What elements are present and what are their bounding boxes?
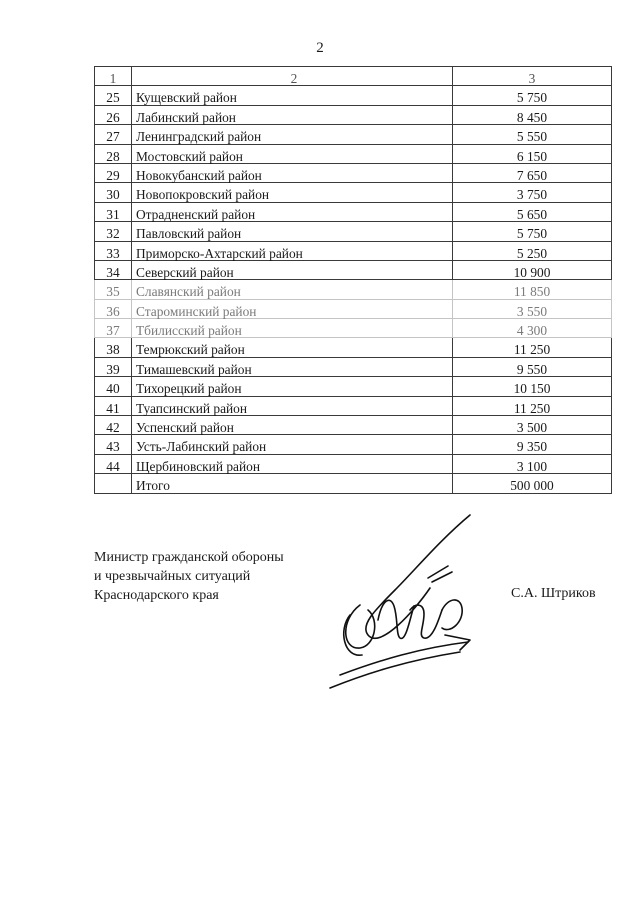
amount-value: 9 550 xyxy=(453,357,612,376)
row-number: 29 xyxy=(95,163,132,182)
district-name: Новопокровский район xyxy=(132,183,453,202)
district-name: Успенский район xyxy=(132,416,453,435)
row-number: 38 xyxy=(95,338,132,357)
amount-value: 11 250 xyxy=(453,396,612,415)
amount-value: 5 550 xyxy=(453,125,612,144)
amount-value: 11 850 xyxy=(453,280,612,299)
total-amount: 500 000 xyxy=(453,474,612,493)
row-number: 34 xyxy=(95,260,132,279)
district-name: Тимашевский район xyxy=(132,357,453,376)
district-name: Лабинский район xyxy=(132,105,453,124)
handwritten-signature xyxy=(320,510,480,690)
table-row xyxy=(95,202,612,221)
table-row xyxy=(95,299,612,318)
total-row xyxy=(95,474,612,493)
amount-value: 5 650 xyxy=(453,202,612,221)
position-line: Краснодарского края xyxy=(94,588,219,603)
district-name: Отрадненский район xyxy=(132,202,453,221)
amount-value: 3 750 xyxy=(453,183,612,202)
district-name: Тихорецкий район xyxy=(132,377,453,396)
district-name: Славянский район xyxy=(132,280,453,299)
row-number: 36 xyxy=(95,299,132,318)
district-name: Усть-Лабинский район xyxy=(132,435,453,454)
row-number: 31 xyxy=(95,202,132,221)
district-name: Северский район xyxy=(132,260,453,279)
signer-name: С.А. Штриков xyxy=(511,586,596,601)
amount-value: 7 650 xyxy=(453,163,612,182)
table-row xyxy=(95,280,612,299)
table-header-row xyxy=(95,67,612,86)
district-name: Темрюкский район xyxy=(132,338,453,357)
table-row xyxy=(95,260,612,279)
column-header: 3 xyxy=(453,67,612,86)
table-row xyxy=(95,377,612,396)
amount-value: 3 550 xyxy=(453,299,612,318)
table-row xyxy=(95,435,612,454)
table-row xyxy=(95,416,612,435)
row-number: 41 xyxy=(95,396,132,415)
table-row xyxy=(95,222,612,241)
row-number: 26 xyxy=(95,105,132,124)
table-row xyxy=(95,241,612,260)
district-name: Приморско-Ахтарский район xyxy=(132,241,453,260)
amount-value: 11 250 xyxy=(453,338,612,357)
amount-value: 10 150 xyxy=(453,377,612,396)
amount-value: 6 150 xyxy=(453,144,612,163)
amount-value: 8 450 xyxy=(453,105,612,124)
table-row xyxy=(95,144,612,163)
row-number: 25 xyxy=(95,86,132,105)
page-number: 2 xyxy=(316,40,324,56)
signatory-position xyxy=(94,548,284,605)
amount-value: 10 900 xyxy=(453,260,612,279)
table-row xyxy=(95,163,612,182)
position-line: Министр гражданской обороны xyxy=(94,550,284,565)
table-row xyxy=(95,105,612,124)
district-name: Мостовский район xyxy=(132,144,453,163)
column-header: 1 xyxy=(95,67,132,86)
row-number xyxy=(95,474,132,493)
table-row xyxy=(95,319,612,338)
row-number: 42 xyxy=(95,416,132,435)
amount-value: 5 250 xyxy=(453,241,612,260)
district-name: Тбилисский район xyxy=(132,319,453,338)
table-row xyxy=(95,338,612,357)
column-header: 2 xyxy=(132,67,453,86)
amount-value: 3 100 xyxy=(453,454,612,473)
amount-value: 3 500 xyxy=(453,416,612,435)
amount-value: 4 300 xyxy=(453,319,612,338)
table-row xyxy=(95,396,612,415)
table-row xyxy=(95,86,612,105)
amount-value: 5 750 xyxy=(453,86,612,105)
table-row xyxy=(95,454,612,473)
amount-value: 9 350 xyxy=(453,435,612,454)
row-number: 28 xyxy=(95,144,132,163)
row-number: 32 xyxy=(95,222,132,241)
table-row xyxy=(95,357,612,376)
district-name: Ленинградский район xyxy=(132,125,453,144)
table-row xyxy=(95,125,612,144)
row-number: 35 xyxy=(95,280,132,299)
district-name: Туапсинский район xyxy=(132,396,453,415)
amount-value: 5 750 xyxy=(453,222,612,241)
district-name: Щербиновский район xyxy=(132,454,453,473)
row-number: 37 xyxy=(95,319,132,338)
table-row xyxy=(95,183,612,202)
row-number: 40 xyxy=(95,377,132,396)
row-number: 30 xyxy=(95,183,132,202)
row-number: 43 xyxy=(95,435,132,454)
district-name: Староминский район xyxy=(132,299,453,318)
district-name: Павловский район xyxy=(132,222,453,241)
district-name: Кущевский район xyxy=(132,86,453,105)
total-label: Итого xyxy=(132,474,453,493)
position-line: и чрезвычайных ситуаций xyxy=(94,569,251,584)
row-number: 33 xyxy=(95,241,132,260)
row-number: 39 xyxy=(95,357,132,376)
row-number: 27 xyxy=(95,125,132,144)
district-name: Новокубанский район xyxy=(132,163,453,182)
allocation-table xyxy=(94,66,612,494)
row-number: 44 xyxy=(95,454,132,473)
